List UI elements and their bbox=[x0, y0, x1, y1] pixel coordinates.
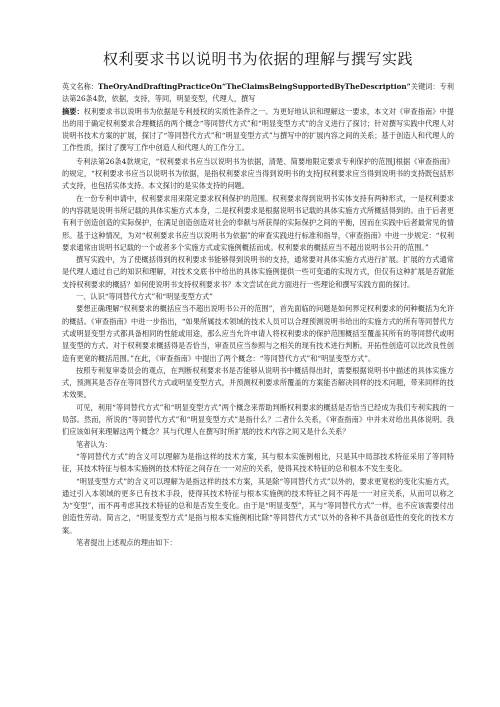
body-paragraph: 笔者认为： bbox=[76, 439, 112, 449]
paper-title: 权利要求书以说明书为依据的理解与撰写实践 bbox=[102, 50, 413, 68]
keywords: 专利法第26条4款，依据，支持，等同，明显变型，代理人，撰写 bbox=[62, 82, 454, 104]
english-title-line bbox=[62, 81, 454, 106]
keywords-label: 关键词： bbox=[410, 82, 440, 91]
english-title: TheOryAndDraftingPracticeOn“TheClaimsBeingSupportedByTheDescription” bbox=[98, 82, 411, 91]
body-paragraph: 按照专利复审委员会的观点，在判断权利要求书是否能够从说明书中概括得出时，需要根据说明书中描述的具体实施方式，预测其是否存在等同替代方式或明显变型方式，并预测权利要求所覆盖的方案能否解决同样的技术问题，带来同样的技术效果。 bbox=[62, 365, 454, 400]
abstract bbox=[62, 106, 454, 155]
body-paragraph: 笔者提出上述观点的理由如下： bbox=[76, 537, 177, 547]
abstract-label: 摘要： bbox=[62, 106, 84, 116]
body-paragraph: “等同替代方式”的含义可以理解为是指这样的技术方案，其与根本实施例相比，只是其中局部技术特征采用了等同特征，其技术特征与根本实施例的技术特征之间存在一一对应的关系，使得其技术特征的总和根本不发生变化。 bbox=[62, 451, 454, 474]
english-title-label: 英文名称： bbox=[62, 82, 99, 91]
section-heading: 一、认识“等同替代方式”和“明显变型方式” bbox=[76, 292, 213, 302]
body-paragraph: 专利法第26条4款规定，“权利要求书应当以说明书为依据，清楚、简要地限定要求专利保护的范围J根据《审查指南》的规定，“权利要求书应当以说明书为依据，是指权利要求应当得到说明书的支持J权利要求应当得到说明书的支持既包括形式支持，也包括实体支持。本文探讨的是实体支持的问题。 bbox=[62, 156, 454, 191]
body-paragraph: 在一份专利申请中，权利要求用来限定要求权利保护的范围。权利要求得到说明书实体支持有两种形式，一是权利要求的内容就是说明书所记载的具体实施方式本身，二是权利要求是根据说明书记载的具体实施方式所概括得到的。由于后者更有利于创造创造的实际保护，在满足创造创造对社会的奉献与所获得的实际保护之间的平衡，因而在实践中后者最常见的情形。基于这种情况，为对“权利要求书应当以说明书为依据”的审查实践进行标准和指导，《审查指南》中进一步规定：“权利要求通常由说明书记载的一个或者多个实施方式或实施例概括而成。权利要求的概括应当不超出说明书公开的范围。” bbox=[62, 193, 454, 252]
body-paragraph: 要想正确理解“权利要求的概括应当不超出说明书公开的范围”，首先面临的问题是如何界定权利要求的何种概括为允许的概括。《审查指南》中进一步指出，“如果所属技术领域的技术人员可以合理预测说明书给出的实施方式的所有等同替代方式或明显变型方式都具备相同的性能或用途，那么应当允许申请人将权利要求的保护范围概括至覆盖其所有的等同替代或明显变型的方式。对于权利要求概括得是否恰当，审查员应当参照与之相关的现有技术进行判断。开拓性创造可以比改良性创造有更宽的概括范围。”在此，《审查指南》中提出了两个概念：“等同替代方式”和“明显变型方式”。 bbox=[62, 304, 454, 363]
abstract-text: 权利要求书以说明书为依据是专利授权的实质性条件之一。为更好地认识和理解这一要求，本文对《审查指南》中提出的用于确定权利要求合理概括的两个概念“等同替代方式”和“明显变型方式”的含义进行了探讨；针对撰写实践中代理人对说明书技术方案的扩展，探讨了“等同替代方式”和“明显变型方式”与撰写中的扩展内容之间的关系；基于创造人和代理人的工作性质，探讨了撰写工作中创造人和代理人的工作分工。 bbox=[62, 106, 454, 153]
body-paragraph: “明显变型方式”的含义可以理解为是指这样的技术方案，其是除“等同替代方式”以外的，要求更宽松的变化实施方式，通过引入本领域的更多已有技术手段，使得其技术特征与根本实施例的技术特征之间不再是一一对应关系，从而可以称之为“变型”，而不再考虑其技术特征的总和是否发生变化。由于是“明显变型”，其与“等同替代方式”一样，也不应该需要付出创造性劳动。简言之，“明显变型方式”是指与根本实施例相比除“等同替代方式”以外的各种不具备创造性的变化的技术方案。 bbox=[62, 476, 454, 535]
body-paragraph: 撰写实践中，为了使概括得到的权利要求书能够得到说明书的支持，通常要对具体实施方式进行扩展。扩展的方式通常是代理人通过自己的知识和理解，对技术交底书中给出的具体实施例提供一些可变通的实现方式，但仅有这种扩展是否就能支持权利要求的概括？如何使说明书支持权利要求书？本文尝试在此方面进行一些理论和撰写实践方面的探讨。 bbox=[62, 255, 454, 289]
body-paragraph: 可见，利用“等同替代方式”和“明显变型方式”两个概念来帮助判断权利要求的概括是否恰当已经成为我们专利实践的一局部。然而，所说的“等同替代方式”和“明显变型方式”是指什么？二者什么关系，《审查指南》中并未对给出具体说明。我们应该如何来理解这两个概念？其与代理人在撰写时所扩展的技术内容之间又是什么关系？ bbox=[62, 402, 454, 437]
